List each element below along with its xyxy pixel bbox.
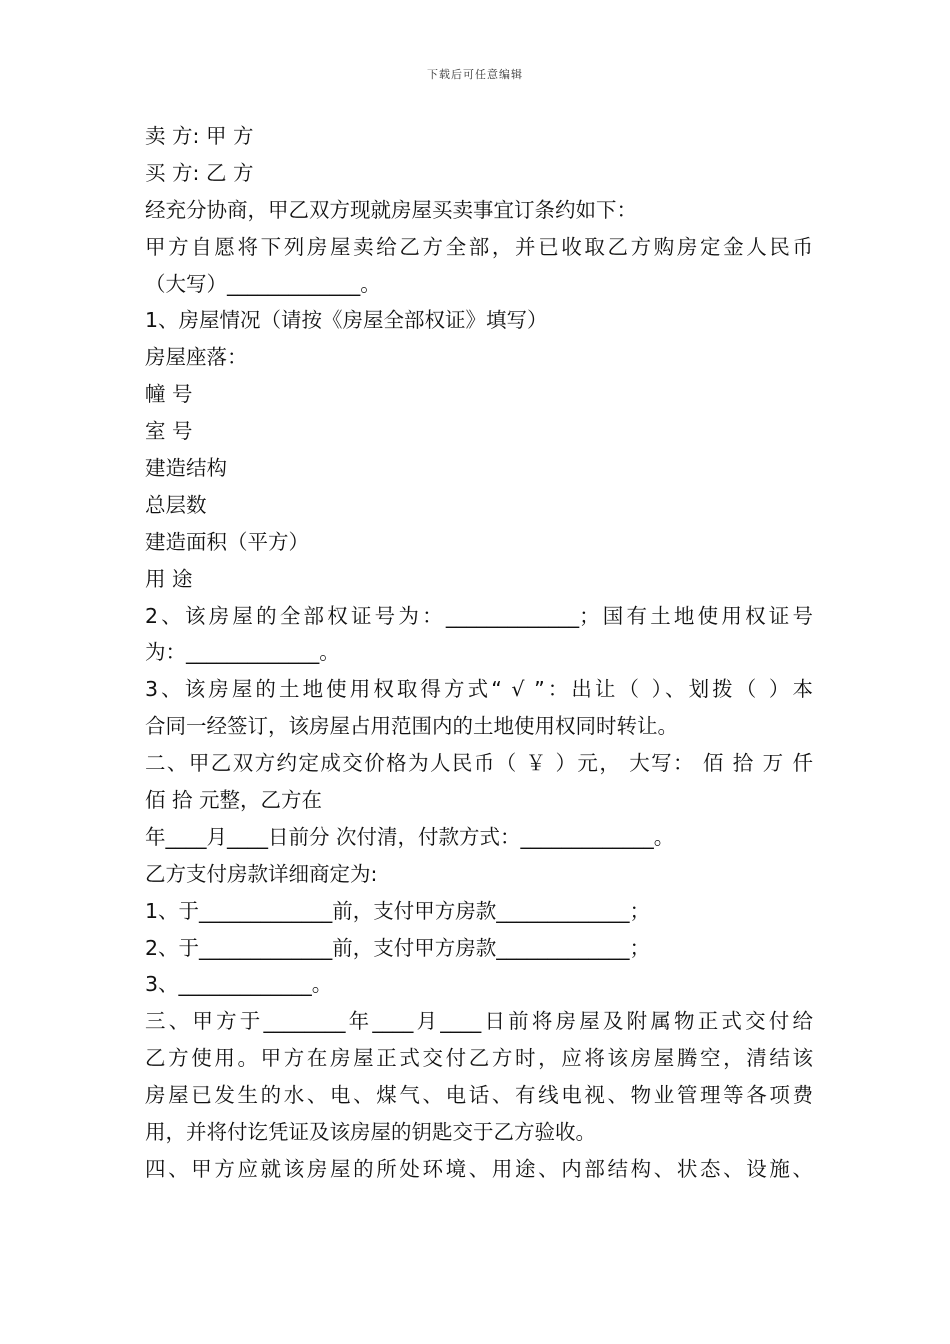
page-header: 下载后可任意编辑 [427, 68, 523, 81]
intro-line: 经充分协商，甲乙双方现就房屋买卖事宜订条约如下： [145, 197, 637, 222]
payment-deadline-line: 年____月____日前分 次付清，付款方式：_____________。 [145, 824, 675, 849]
usage-label: 用 途 [145, 566, 193, 591]
land-use-method-line: 3、该房屋的土地使用权取得方式“ √ ”：出让（ ）、划拨（ ）本 [145, 677, 813, 702]
payment-item-1: 1、于_____________前，支付甲方房款_____________； [145, 898, 651, 923]
section-3-line-2: 乙方使用。甲方在房屋正式交付乙方时，应将该房屋腾空，清结该 [145, 1046, 813, 1071]
room-number-label: 室 号 [145, 419, 193, 444]
land-use-transfer-line: 合同一经签订，该房屋占用范围内的土地使用权同时转让。 [145, 714, 678, 739]
total-floors-label: 总层数 [145, 492, 207, 517]
section-3-line-3: 房屋已发生的水、电、煤气、电话、有线电视、物业管理等各项费 [145, 1083, 813, 1108]
structure-label: 建造结构 [145, 456, 227, 481]
buyer-line: 买 方: 乙 方 [145, 160, 254, 185]
section-3-line-4: 用，并将付讫凭证及该房屋的钥匙交于乙方验收。 [145, 1120, 596, 1145]
section-1-heading: 1、房屋情况（请按《房屋全部权证》填写） [145, 308, 548, 333]
payment-item-2: 2、于_____________前，支付甲方房款_____________； [145, 935, 651, 960]
price-line: 二、甲乙双方约定成交价格为人民币（ ￥ ）元， 大写： 佰 拾 万 仟 [145, 751, 813, 776]
deposit-amount-line: （大写）_____________。 [145, 271, 381, 296]
section-4-line-1: 四、甲方应就该房屋的所处环境、用途、内部结构、状态、设施、 [145, 1156, 813, 1181]
certificate-number-continued: 为：_____________。 [145, 640, 340, 665]
seller-line: 卖 方: 甲 方 [145, 124, 254, 148]
certificate-number-line: 2、该房屋的全部权证号为：_____________；国有土地使用权证号 [145, 603, 813, 628]
deposit-line: 甲方自愿将下列房屋卖给乙方全部，并已收取乙方购房定金人民币 [145, 234, 813, 259]
house-location-label: 房屋座落： [145, 345, 248, 370]
price-line-continued: 佰 拾 元整，乙方在 [145, 788, 323, 813]
building-area-label: 建造面积（平方） [145, 529, 309, 554]
section-3-line-1: 三、甲方于________年____月____日前将房屋及附属物正式交付给 [145, 1009, 813, 1034]
payment-details-heading: 乙方支付房款详细商定为: [145, 861, 378, 886]
document-body [145, 118, 813, 1188]
payment-item-3: 3、_____________。 [145, 972, 333, 997]
building-number-label: 幢 号 [145, 382, 193, 407]
